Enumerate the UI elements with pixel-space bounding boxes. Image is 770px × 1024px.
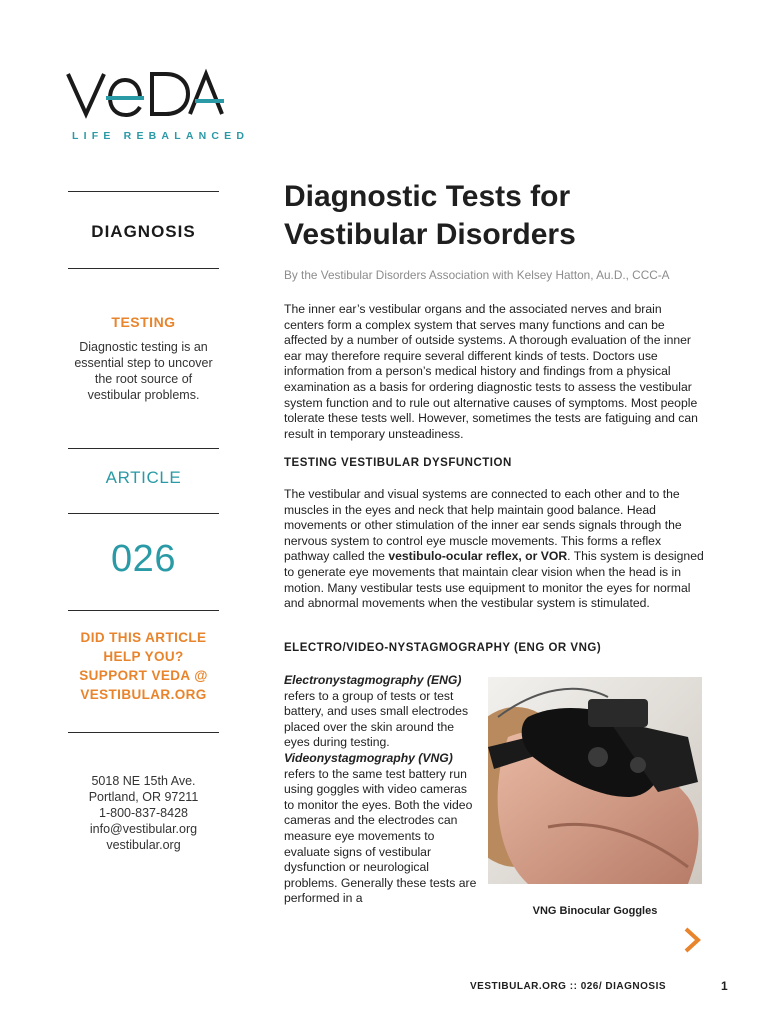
footer-separator: :: <box>569 981 578 992</box>
veda-logo <box>66 68 226 120</box>
text-run: refers to a group of tests or test battery, and uses small electrodes placed over the skin around the eyes during testing. <box>284 688 469 750</box>
photo-caption: VNG Binocular Goggles <box>532 905 658 917</box>
article-number: 026 <box>111 538 176 580</box>
article-byline: By the Vestibular Disorders Association with Kelsey Hatton, Au.D., CCC-A <box>284 268 670 282</box>
footer-ref: 026/ DIAGNOSIS <box>580 981 667 992</box>
page-number: 1 <box>721 979 728 993</box>
section-paragraph-testing <box>284 487 704 612</box>
category-label: DIAGNOSIS <box>91 222 196 241</box>
chevron-right-icon[interactable] <box>680 926 704 954</box>
sidebar-divider <box>68 448 219 449</box>
veda-logo-mark <box>66 68 226 120</box>
address-street: 5018 NE 15th Ave. <box>91 774 196 788</box>
support-link[interactable]: DID THIS ARTICLE HELP YOU? SUPPORT VEDA @ VESTIBULAR.ORG <box>79 630 208 702</box>
goggles-image-icon <box>488 677 702 884</box>
sidebar-divider <box>68 610 219 611</box>
address-phone: 1-800-837-8428 <box>99 806 188 820</box>
contact-address <box>68 773 219 853</box>
article-title: Diagnostic Tests for Vestibular Disorders <box>284 180 576 251</box>
vng-goggles-photo <box>488 677 702 884</box>
brand-tagline: LIFE REBALANCED <box>72 130 250 142</box>
address-website[interactable]: vestibular.org <box>106 838 181 852</box>
eng-term: Electronystagmography (ENG) <box>284 673 462 687</box>
sidebar-divider <box>68 268 219 269</box>
address-email[interactable]: info@vestibular.org <box>89 822 198 836</box>
sidebar-divider <box>68 732 219 733</box>
topic-heading: TESTING <box>111 314 176 330</box>
sidebar-divider <box>68 513 219 514</box>
text-run: The vestibular and visual systems are connected to each other and to the muscles in the eyes and neck that help maintain good balance. Head movements or other stimulation of the inner ear sends signals through the nervous system to control eye muscle movements. This forms a reflex pathway called the <box>284 487 682 564</box>
sidebar-divider <box>68 191 219 192</box>
vor-term: vestibulo-ocular reflex, or VOR <box>388 549 568 564</box>
section-heading-eng-vng: ELECTRO/VIDEO-NYSTAGMOGRAPHY (ENG OR VNG) <box>284 642 602 654</box>
text-run: refers to the same test battery run using goggles with video cameras to monitor the eyes. Both the video cameras and the electrodes can measure eye movements to evaluate signs of vestibular dysfunction or neurological problems. Generally these tests are performed in a <box>284 766 477 906</box>
topic-description: Diagnostic testing is an essential step to uncover the root source of vestibular problems. <box>74 340 213 402</box>
section-paragraph-eng-vng <box>284 673 478 907</box>
article-label: ARTICLE <box>105 468 182 487</box>
intro-paragraph: The inner ear’s vestibular organs and the associated nerves and brain centers form a complex system that serves many functions and can be affected by a number of outside systems. A thorough evaluation of the inner ear may therefore require several different kinds of tests. Doctors use information from a person’s medical history and findings from a physical examination as a basis for ordering diagnostic tests to assess the vestibular system function and to rule out alternative causes of symptoms. Most people tolerate these tests well. However, sometimes the tests are fatiguing and can result in temporary unsteadiness. <box>284 302 698 441</box>
vng-term: Videonystagmography (VNG) <box>284 750 453 765</box>
footer-site: VESTIBULAR.ORG <box>470 981 567 992</box>
section-heading-testing: TESTING VESTIBULAR DYSFUNCTION <box>284 457 512 469</box>
address-city: Portland, OR 97211 <box>88 790 199 804</box>
page-footer <box>470 981 666 992</box>
text-run: . This system is designed to generate eye movements that maintain clear vision when the head is in motion. Many vestibular tests use equipment to monitor the eyes for normal and abnormal movements when the vestibular system is stimulated. <box>284 549 704 611</box>
